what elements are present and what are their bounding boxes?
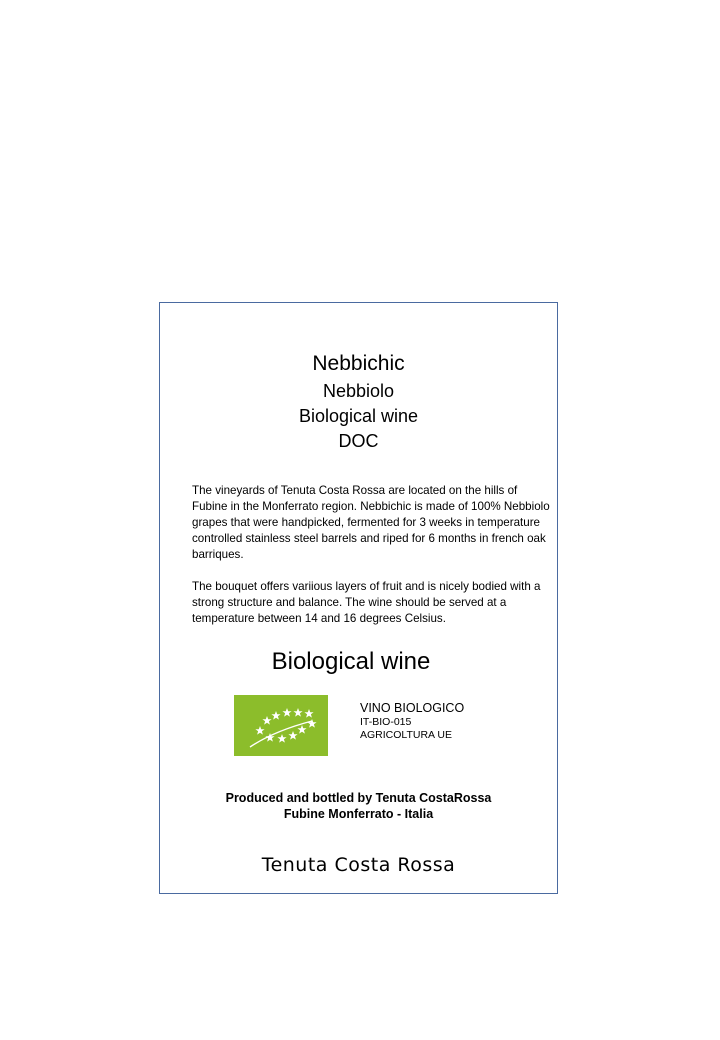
producer-line-2: Fubine Monferrato - Italia [283, 807, 434, 821]
description-paragraph-1: The vineyards of Tenuta Costa Rossa are located on the hills of Fubine in the Monferrato region. Nebbichic is made of 100% Nebbiolo grapes that were handpicked, fermented for 3 weeks in temperature controlled stainless steel barrels and riped for 6 months in french oak barriques. [192, 484, 550, 561]
grape-variety: Nebbiolo [322, 381, 395, 401]
label-heading [160, 349, 557, 454]
cert-code: IT-BIO-015 [360, 716, 412, 728]
cert-title: VINO BIOLOGICO [360, 701, 465, 715]
wine-label [159, 302, 558, 894]
brand-name: Tenuta Costa Rossa [261, 854, 456, 876]
producer-info [160, 790, 557, 822]
organic-title: Biological wine [271, 648, 431, 675]
wine-name: Nebbichic [312, 352, 405, 375]
description-paragraph-2: The bouquet offers variious layers of fruit and is nicely bodied with a strong structure and balance. The wine should be served at a temperature between 14 and 16 degrees Celsius. [192, 580, 541, 625]
wine-type: Biological wine [298, 406, 419, 426]
cert-origin: AGRICOLTURA UE [360, 729, 452, 741]
eu-organic-leaf-icon [234, 695, 328, 756]
organic-certification [360, 700, 464, 742]
wine-classification: DOC [338, 431, 379, 451]
producer-line-1: Produced and bottled by Tenuta CostaRossa [225, 791, 492, 805]
